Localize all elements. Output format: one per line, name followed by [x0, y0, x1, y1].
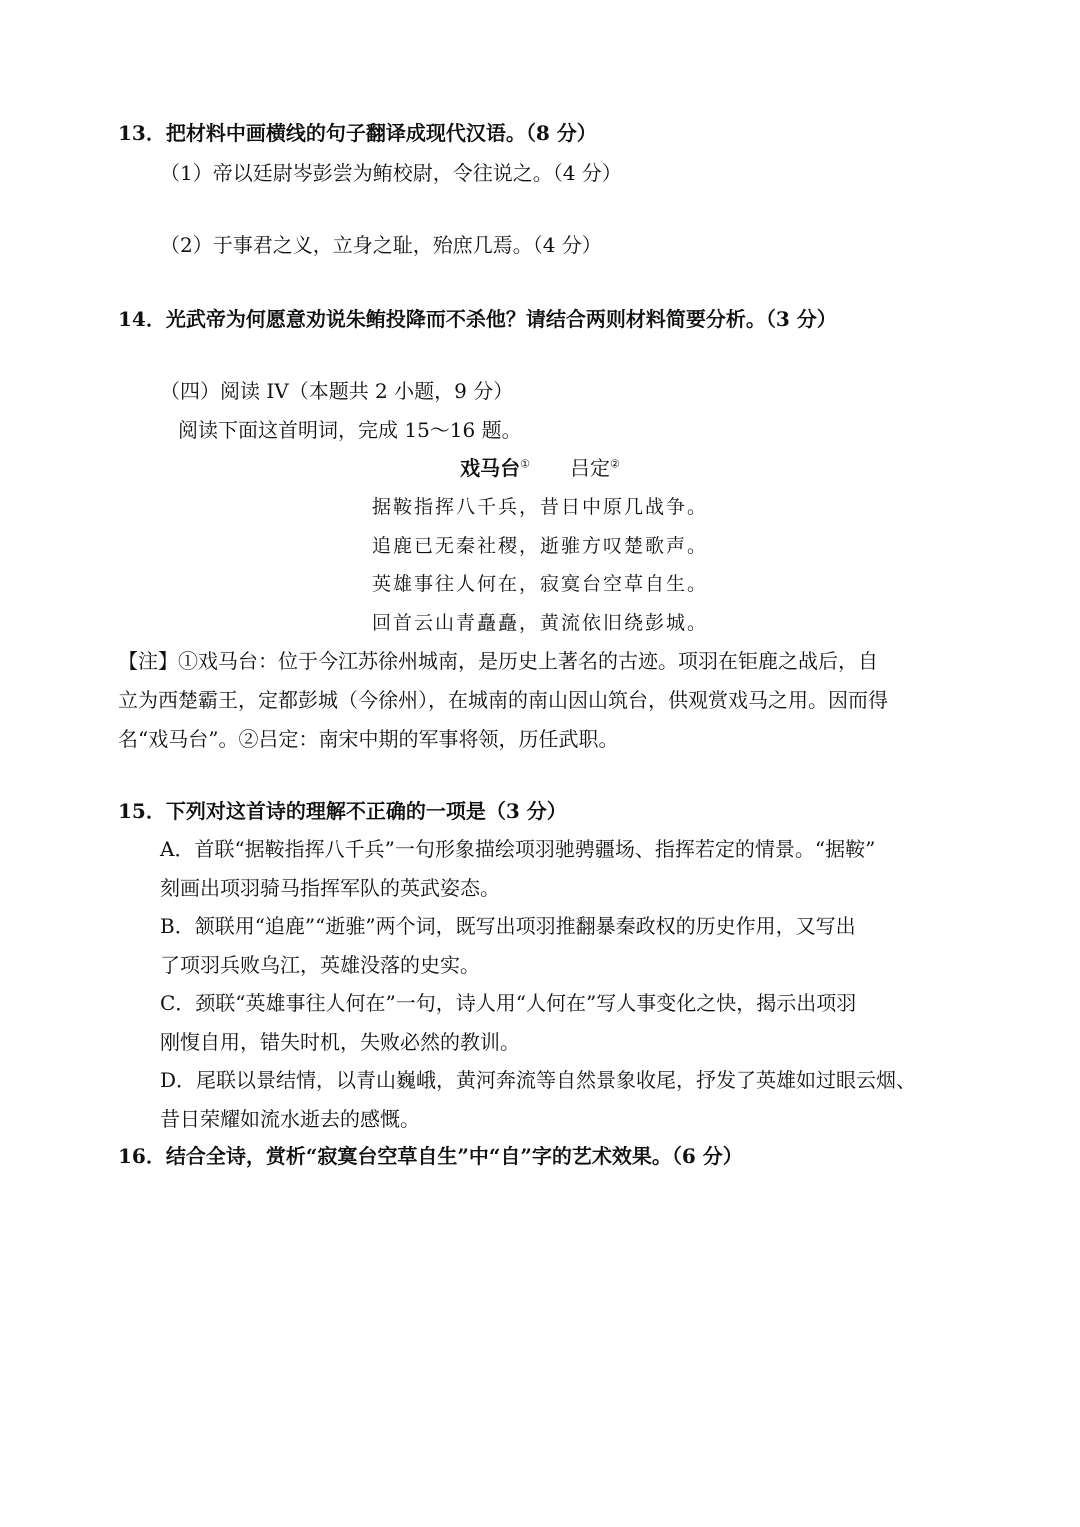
option-b-cont: 了项羽兵败乌江，英雄没落的史实。: [160, 953, 480, 977]
note-line: 【注】①戏马台：位于今江苏徐州城南，是历史上著名的古迹。项羽在钜鹿之战后，自: [118, 649, 878, 673]
poem-line: 回首云山青矗矗，黄流依旧绕彭城。: [371, 612, 708, 634]
option-c-cont: 刚愎自用，错失时机，失败必然的教训。: [160, 1030, 520, 1054]
note-line: 立为西楚霸王，定都彭城（今徐州），在城南的南山因山筑台，供观赏戏马之用。因而得: [118, 688, 888, 712]
option-b: B．颔联用“追鹿”“逝骓”两个词，既写出项羽推翻暴秦政权的历史作用，又写出: [160, 914, 856, 938]
poem-line: 英雄事往人何在，寂寞台空草自生。: [371, 573, 708, 595]
question-13-sub-1: （1）帝以廷尉岑彭尝为鲔校尉，令往说之。（4 分）: [160, 161, 622, 185]
poem-title-line: [0, 455, 1080, 481]
option-c: C．颈联“英雄事往人何在”一句，诗人用“人何在”写人事变化之快，揭示出项羽: [160, 991, 857, 1015]
note-line: 名“戏马台”。②吕定：南宋中期的军事将领，历任武职。: [118, 727, 619, 751]
question-13-sub-2: （2）于事君之义，立身之耻，殆庶几焉。（4 分）: [160, 233, 602, 257]
question-15-title: 15．下列对这首诗的理解不正确的一项是（3 分）: [118, 799, 567, 823]
option-d: D．尾联以景结情，以青山巍峨，黄河奔流等自然景象收尾，抒发了英雄如过眼云烟、: [160, 1068, 917, 1092]
poem-line: 追鹿已无秦社稷，逝骓方叹楚歌声。: [371, 535, 708, 557]
section-heading: （四）阅读 IV（本题共 2 小题，9 分）: [160, 379, 514, 403]
question-13-title: 13．把材料中画横线的句子翻译成现代汉语。（8 分）: [118, 121, 597, 145]
question-14-title: 14．光武帝为何愿意劝说朱鲔投降而不杀他？请结合两则材料简要分析。（3 分）: [118, 307, 837, 331]
question-16-title: 16．结合全诗，赏析“寂寞台空草自生”中“自”字的艺术效果。（6 分）: [118, 1144, 743, 1168]
section-instruction: 阅读下面这首明词，完成 15～16 题。: [178, 418, 522, 442]
poem-author: 吕定: [570, 456, 610, 480]
option-a-cont: 刻画出项羽骑马指挥军队的英武姿态。: [160, 876, 500, 900]
poem-line: 据鞍指挥八千兵，昔日中原几战争。: [371, 496, 708, 518]
poem-title: 戏马台: [460, 456, 521, 480]
poem-title-footnote-mark: ①: [520, 457, 530, 471]
option-a: A．首联“据鞍指挥八千兵”一句形象描绘项羽驰骋疆场、指挥若定的情景。“据鞍”: [160, 837, 876, 861]
poem-author-footnote-mark: ②: [610, 457, 620, 471]
option-d-cont: 昔日荣耀如流水逝去的感慨。: [160, 1107, 420, 1131]
